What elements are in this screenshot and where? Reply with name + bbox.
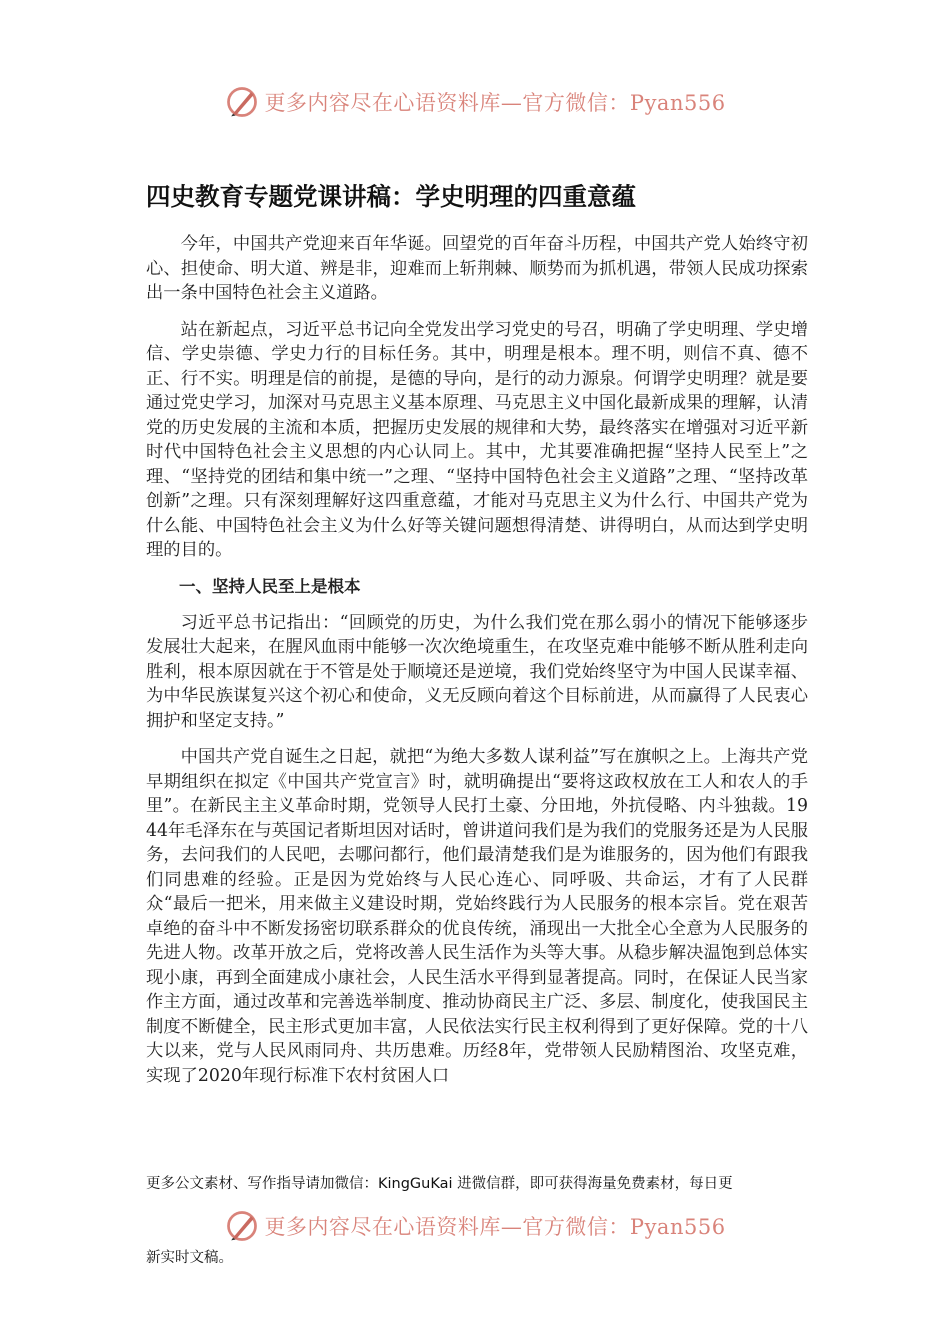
footer-banner xyxy=(0,1208,950,1244)
paragraph: 站在新起点，习近平总书记向全党发出学习党史的号召，明确了学史明理、学史增信、学史崇德、学史力行的目标任务。其中，明理是根本。理不明，则信不真、德不正、行不实。明理是信的前提，是德的导向，是行的动力源泉。何谓学史明理？就是要通过党史学习，加深对马克思主义基本原理、马克思主义中国化最新成果的理解，认清党的历史发展的主流和本质，把握历史发展的规律和大势，最终落实在增强对习近平新时代中国特色社会主义思想的内心认同上。其中，尤其要准确把握“坚持人民至上”之理、“坚持党的团结和集中统一”之理、“坚持中国特色社会主义道路”之理、“坚持改革创新”之理。只有深刻理解好这四重意蕴，才能对马克思主义为什么行、中国共产党为什么能、中国特色社会主义为什么好等关键问题想得清楚、讲得明白，从而达到学史明理的目的。 xyxy=(146,319,808,560)
document-title: 四史教育专题党课讲稿：学史明理的四重意蕴 xyxy=(146,182,636,211)
header-banner-text: 更多内容尽在心语资料库—官方微信：Pyan556 xyxy=(264,91,726,115)
header-banner xyxy=(0,84,950,120)
pen-circle-logo-icon xyxy=(224,84,260,120)
pen-circle-logo-icon xyxy=(224,1208,260,1244)
footer-line-1: 更多公文素材、写作指导请加微信：KingGuKai 进微信群，即可获得海量免费素材，每日更 xyxy=(146,1176,733,1192)
document-body xyxy=(146,232,808,1100)
footer-banner-text: 更多内容尽在心语资料库—官方微信：Pyan556 xyxy=(264,1215,726,1239)
paragraph: 习近平总书记指出：“回顾党的历史，为什么我们党在那么弱小的情况下能够逐步发展壮大起来，在腥风血雨中能够一次次绝境重生，在攻坚克难中能够不断从胜利走向胜利，根本原因就在于不管是处于顺境还是逆境，我们党始终坚守为中国人民谋幸福、为中华民族谋复兴这个初心和使命，义无反顾向着这个目标前进，从而赢得了人民衷心拥护和坚定支持。” xyxy=(146,612,808,731)
section-heading: 一、坚持人民至上是根本 xyxy=(179,576,361,596)
paragraph: 今年，中国共产党迎来百年华诞。回望党的百年奋斗历程，中国共产党人始终守初心、担使命、明大道、辨是非，迎难而上斩荆棘、顺势而为抓机遇，带领人民成功探索出一条中国特色社会主义道路。 xyxy=(146,234,808,303)
footer-line-2: 新实时文稿。 xyxy=(146,1250,233,1266)
paragraph: 中国共产党自诞生之日起，就把“为绝大多数人谋利益”写在旗帜之上。上海共产党早期组织在拟定《中国共产党宣言》时，就明确提出“要将这政权放在工人和农人的手里”。在新民主主义革命时期，党领导人民打土豪、分田地，外抗侵略、内斗独裁。1944年毛泽东在与英国记者斯坦因对话时，曾讲道问我们是为我们的党服务还是为人民服务，去问我们的人民吧，去哪问都行，他们最清楚我们是为谁服务的，因为他们有跟我们同患难的经验。正是因为党始终与人民心连心、同呼吸、共命运，才有了人民群众“最后一把米，用来做主义建设时期，党始终践行为人民服务的根本宗旨。党在艰苦卓绝的奋斗中不断发扬密切联系群众的优良传统，涌现出一大批全心全意为人民服务的先进人物。改革开放之后，党将改善人民生活作为头等大事。从稳步解决温饱到总体实现小康，再到全面建成小康社会，人民生活水平得到显著提高。同时，在保证人民当家作主方面，通过改革和完善选举制度、推动协商民主广泛、多层、制度化，使我国民主制度不断健全，民主形式更加丰富，人民依法实行民主权利得到了更好保障。党的十八大以来，党与人民风雨同舟、共历患难。历经8年，党带领人民励精图治、攻坚克难，实现了2020年现行标准下农村贫困人口 xyxy=(146,747,808,1086)
